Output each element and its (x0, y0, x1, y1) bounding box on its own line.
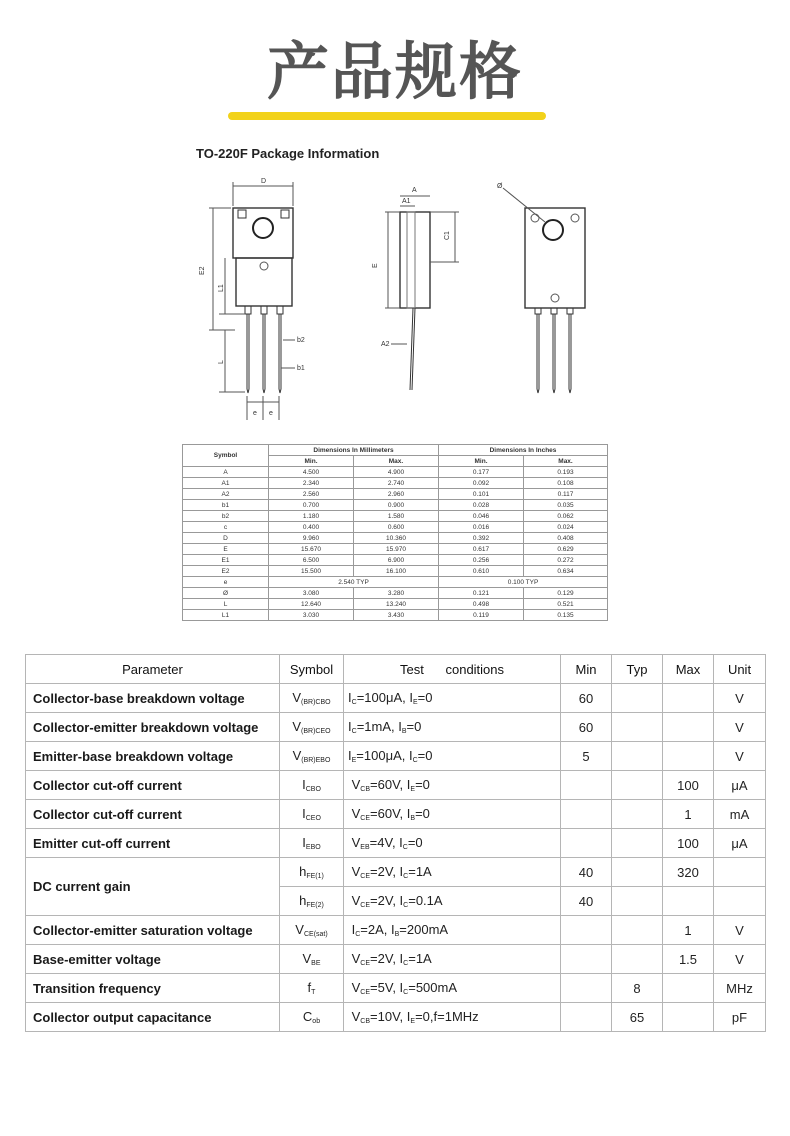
dim-subheader-mm-min: Min. (269, 456, 354, 467)
max-cell (663, 684, 714, 713)
dim-cell: D (183, 533, 269, 544)
unit-cell: pF (714, 1003, 766, 1032)
dim-cell: c (183, 522, 269, 533)
test-conditions-cell: $V_{CE}=2V$, $I_C=0.1A$ (344, 887, 561, 916)
symbol-cell: $V_{BE}$ (280, 945, 344, 974)
dim-cell: 0.028 (439, 500, 524, 511)
dimensions-table (182, 444, 608, 621)
parameter-cell: Collector output capacitance (26, 1003, 280, 1032)
dim-cell: 0.600 (354, 522, 439, 533)
dim-cell: 3.080 (269, 588, 354, 599)
min-cell (561, 974, 612, 1003)
spec-row (26, 829, 766, 858)
parameter-cell: Transition frequency (26, 974, 280, 1003)
typ-cell: 8 (612, 974, 663, 1003)
dim-cell: L (183, 599, 269, 610)
spec-row (26, 945, 766, 974)
dim-cell: 2.540 TYP (269, 577, 439, 588)
dim-cell: E1 (183, 555, 269, 566)
typ-cell (612, 713, 663, 742)
dim-cell: 0.121 (439, 588, 524, 599)
page-title: 产品规格 (266, 35, 523, 108)
dim-cell: 3.430 (354, 610, 439, 621)
symbol-cell: $f_T$ (280, 974, 344, 1003)
header-parameter: Parameter (26, 655, 280, 684)
dim-row (183, 511, 608, 522)
min-cell (561, 800, 612, 829)
min-cell: 40 (561, 858, 612, 887)
symbol-cell: $C_{ob}$ (280, 1003, 344, 1032)
test-conditions-cell: $V_{CB}=60V$, $I_E=0$ (344, 771, 561, 800)
spec-row (26, 771, 766, 800)
symbol-cell: $h_{FE(1)}$ (280, 858, 344, 887)
typ-cell (612, 887, 663, 916)
spec-row (26, 858, 766, 887)
dim-cell: 10.360 (354, 533, 439, 544)
test-conditions-cell: $V_{CE}=2V$, $I_C=1A$ (344, 945, 561, 974)
unit-cell: V (714, 684, 766, 713)
dim-cell: A2 (183, 489, 269, 500)
label-E2: E2 (199, 266, 206, 275)
dim-cell: 0.617 (439, 544, 524, 555)
parameter-cell: Collector-emitter saturation voltage (26, 916, 280, 945)
package-title: TO-220F Package Information (196, 146, 380, 161)
unit-cell (714, 858, 766, 887)
dim-header-inch: Dimensions In Inches (439, 445, 608, 456)
max-cell: 1 (663, 916, 714, 945)
spec-row (26, 713, 766, 742)
symbol-cell: $V_{(BR)CBO}$ (280, 684, 344, 713)
dim-cell: 0.046 (439, 511, 524, 522)
max-cell (663, 742, 714, 771)
dim-cell: 16.100 (354, 566, 439, 577)
dim-row (183, 566, 608, 577)
dim-cell: 6.900 (354, 555, 439, 566)
max-cell: 1.5 (663, 945, 714, 974)
max-cell: 320 (663, 858, 714, 887)
dim-cell: 1.180 (269, 511, 354, 522)
test-conditions-cell: $I_C=1mA$, $I_B=0$ (344, 713, 561, 742)
typ-cell (612, 916, 663, 945)
dim-cell: 2.740 (354, 478, 439, 489)
max-cell: 100 (663, 771, 714, 800)
label-D: D (261, 178, 267, 185)
test-conditions-cell: $V_{CE}=5V$, $I_C=500mA$ (344, 974, 561, 1003)
dim-cell: 15.500 (269, 566, 354, 577)
dim-cell: 0.521 (524, 599, 608, 610)
label-A: A (412, 187, 417, 194)
dim-cell: A1 (183, 478, 269, 489)
max-cell (663, 1003, 714, 1032)
dim-row (183, 544, 608, 555)
symbol-cell: $V_{(BR)CEO}$ (280, 713, 344, 742)
dim-row (183, 588, 608, 599)
dim-cell: 4.900 (354, 467, 439, 478)
dim-cell: 0.900 (354, 500, 439, 511)
dim-cell: 0.092 (439, 478, 524, 489)
typ-cell (612, 858, 663, 887)
dim-cell: 9.960 (269, 533, 354, 544)
dim-cell: 3.030 (269, 610, 354, 621)
spec-row (26, 742, 766, 771)
typ-cell (612, 771, 663, 800)
parameter-cell: Emitter-base breakdown voltage (26, 742, 280, 771)
max-cell: 100 (663, 829, 714, 858)
dim-row (183, 533, 608, 544)
unit-cell: V (714, 742, 766, 771)
dim-cell: 4.500 (269, 467, 354, 478)
test-conditions-cell: $I_C=100\mu A$, $I_E=0$ (344, 684, 561, 713)
test-conditions-cell: $V_{EB}=4V$, $I_C=0$ (344, 829, 561, 858)
dim-cell: 0.700 (269, 500, 354, 511)
header-min: Min (561, 655, 612, 684)
label-A2: A2 (381, 341, 390, 348)
test-conditions-cell: $V_{CE}=60V$, $I_B=0$ (344, 800, 561, 829)
unit-cell: mA (714, 800, 766, 829)
symbol-cell: $h_{FE(2)}$ (280, 887, 344, 916)
max-cell (663, 887, 714, 916)
typ-cell: 65 (612, 1003, 663, 1032)
label-b2: b2 (297, 337, 305, 344)
test-conditions-cell: $V_{CB}=10V$, $I_E=0,f=1MHz$ (344, 1003, 561, 1032)
dim-row (183, 599, 608, 610)
label-C1: C1 (444, 231, 451, 240)
dim-cell: 0.108 (524, 478, 608, 489)
dim-cell: b1 (183, 500, 269, 511)
dim-cell: 15.970 (354, 544, 439, 555)
symbol-cell: $V_{(BR)EBO}$ (280, 742, 344, 771)
dim-cell: 6.500 (269, 555, 354, 566)
dim-row (183, 522, 608, 533)
test-conditions-cell: $V_{CE}=2V$, $I_C=1A$ (344, 858, 561, 887)
title-underline (228, 112, 546, 120)
dim-cell: 0.392 (439, 533, 524, 544)
test-conditions-cell: $I_E=100\mu A$, $I_C=0$ (344, 742, 561, 771)
parameter-cell: Collector-emitter breakdown voltage (26, 713, 280, 742)
dim-row (183, 610, 608, 621)
max-cell (663, 713, 714, 742)
label-A1: A1 (402, 198, 411, 205)
parameter-cell: Collector cut-off current (26, 771, 280, 800)
spec-row (26, 1003, 766, 1032)
dim-cell: E (183, 544, 269, 555)
spec-row (26, 974, 766, 1003)
dim-cell: b2 (183, 511, 269, 522)
test-conditions-cell: $I_C=2A$, $I_B=200mA$ (344, 916, 561, 945)
dim-cell: L1 (183, 610, 269, 621)
dim-cell: 0.408 (524, 533, 608, 544)
dim-cell: 0.100 TYP (439, 577, 608, 588)
dim-cell: 0.024 (524, 522, 608, 533)
min-cell (561, 829, 612, 858)
unit-cell: μA (714, 771, 766, 800)
dim-cell: 12.640 (269, 599, 354, 610)
header-typ: Typ (612, 655, 663, 684)
min-cell: 60 (561, 684, 612, 713)
dim-cell: 0.256 (439, 555, 524, 566)
header-test-conditions: Test conditions (344, 655, 561, 684)
dim-cell: 0.498 (439, 599, 524, 610)
min-cell: 60 (561, 713, 612, 742)
dim-row (183, 478, 608, 489)
min-cell: 40 (561, 887, 612, 916)
dim-cell: 1.580 (354, 511, 439, 522)
electrical-characteristics-table (25, 654, 766, 1032)
typ-cell (612, 742, 663, 771)
dim-cell: 0.400 (269, 522, 354, 533)
min-cell (561, 945, 612, 974)
parameter-cell: DC current gain (26, 858, 280, 916)
dim-cell: 0.629 (524, 544, 608, 555)
unit-cell: μA (714, 829, 766, 858)
dim-cell: 0.101 (439, 489, 524, 500)
dim-row (183, 467, 608, 478)
label-phi: Ø (497, 183, 503, 190)
min-cell: 5 (561, 742, 612, 771)
dim-subheader-in-max: Max. (524, 456, 608, 467)
dim-cell: 0.193 (524, 467, 608, 478)
parameter-cell: Collector cut-off current (26, 800, 280, 829)
dim-subheader-mm-max: Max. (354, 456, 439, 467)
spec-row (26, 916, 766, 945)
parameter-cell: Collector-base breakdown voltage (26, 684, 280, 713)
spec-row (26, 684, 766, 713)
dim-cell: E2 (183, 566, 269, 577)
header-max: Max (663, 655, 714, 684)
dim-cell: 0.117 (524, 489, 608, 500)
unit-cell: V (714, 713, 766, 742)
dim-cell: 2.960 (354, 489, 439, 500)
dim-subheader-in-min: Min. (439, 456, 524, 467)
dim-row (183, 555, 608, 566)
unit-cell: V (714, 945, 766, 974)
spec-row (26, 800, 766, 829)
dim-cell: 0.035 (524, 500, 608, 511)
symbol-cell: $I_{EBO}$ (280, 829, 344, 858)
min-cell (561, 916, 612, 945)
unit-cell: MHz (714, 974, 766, 1003)
dim-cell: 2.340 (269, 478, 354, 489)
label-b1: b1 (297, 365, 305, 372)
unit-cell (714, 887, 766, 916)
dim-header-mm: Dimensions In Millimeters (269, 445, 439, 456)
label-e-1: e (253, 410, 257, 417)
label-e-2: e (269, 410, 273, 417)
symbol-cell: $I_{CBO}$ (280, 771, 344, 800)
typ-cell (612, 829, 663, 858)
label-L1: L1 (218, 284, 225, 292)
dim-row (183, 500, 608, 511)
parameter-cell: Emitter cut-off current (26, 829, 280, 858)
parameter-cell: Base-emitter voltage (26, 945, 280, 974)
package-outline-drawing (195, 170, 615, 432)
dim-cell: 0.135 (524, 610, 608, 621)
header-unit: Unit (714, 655, 766, 684)
dim-cell: Ø (183, 588, 269, 599)
dim-cell: 0.016 (439, 522, 524, 533)
dim-row (183, 489, 608, 500)
dim-cell: 0.177 (439, 467, 524, 478)
dim-cell: e (183, 577, 269, 588)
typ-cell (612, 684, 663, 713)
dim-row (183, 577, 608, 588)
dim-cell: 3.280 (354, 588, 439, 599)
typ-cell (612, 800, 663, 829)
dim-cell: 0.634 (524, 566, 608, 577)
dim-cell: 0.129 (524, 588, 608, 599)
dim-cell: 15.670 (269, 544, 354, 555)
dim-header-symbol: Symbol (183, 445, 269, 467)
dim-cell: 0.062 (524, 511, 608, 522)
label-L: L (218, 360, 225, 364)
dim-cell: 0.272 (524, 555, 608, 566)
symbol-cell: $V_{CE(sat)}$ (280, 916, 344, 945)
dim-cell: 0.610 (439, 566, 524, 577)
typ-cell (612, 945, 663, 974)
min-cell (561, 1003, 612, 1032)
header-symbol: Symbol (280, 655, 344, 684)
dim-cell: 13.240 (354, 599, 439, 610)
symbol-cell: $I_{CEO}$ (280, 800, 344, 829)
dim-cell: 2.560 (269, 489, 354, 500)
dim-cell: A (183, 467, 269, 478)
dim-cell: 0.119 (439, 610, 524, 621)
min-cell (561, 771, 612, 800)
unit-cell: V (714, 916, 766, 945)
max-cell: 1 (663, 800, 714, 829)
max-cell (663, 974, 714, 1003)
label-E: E (372, 263, 379, 268)
